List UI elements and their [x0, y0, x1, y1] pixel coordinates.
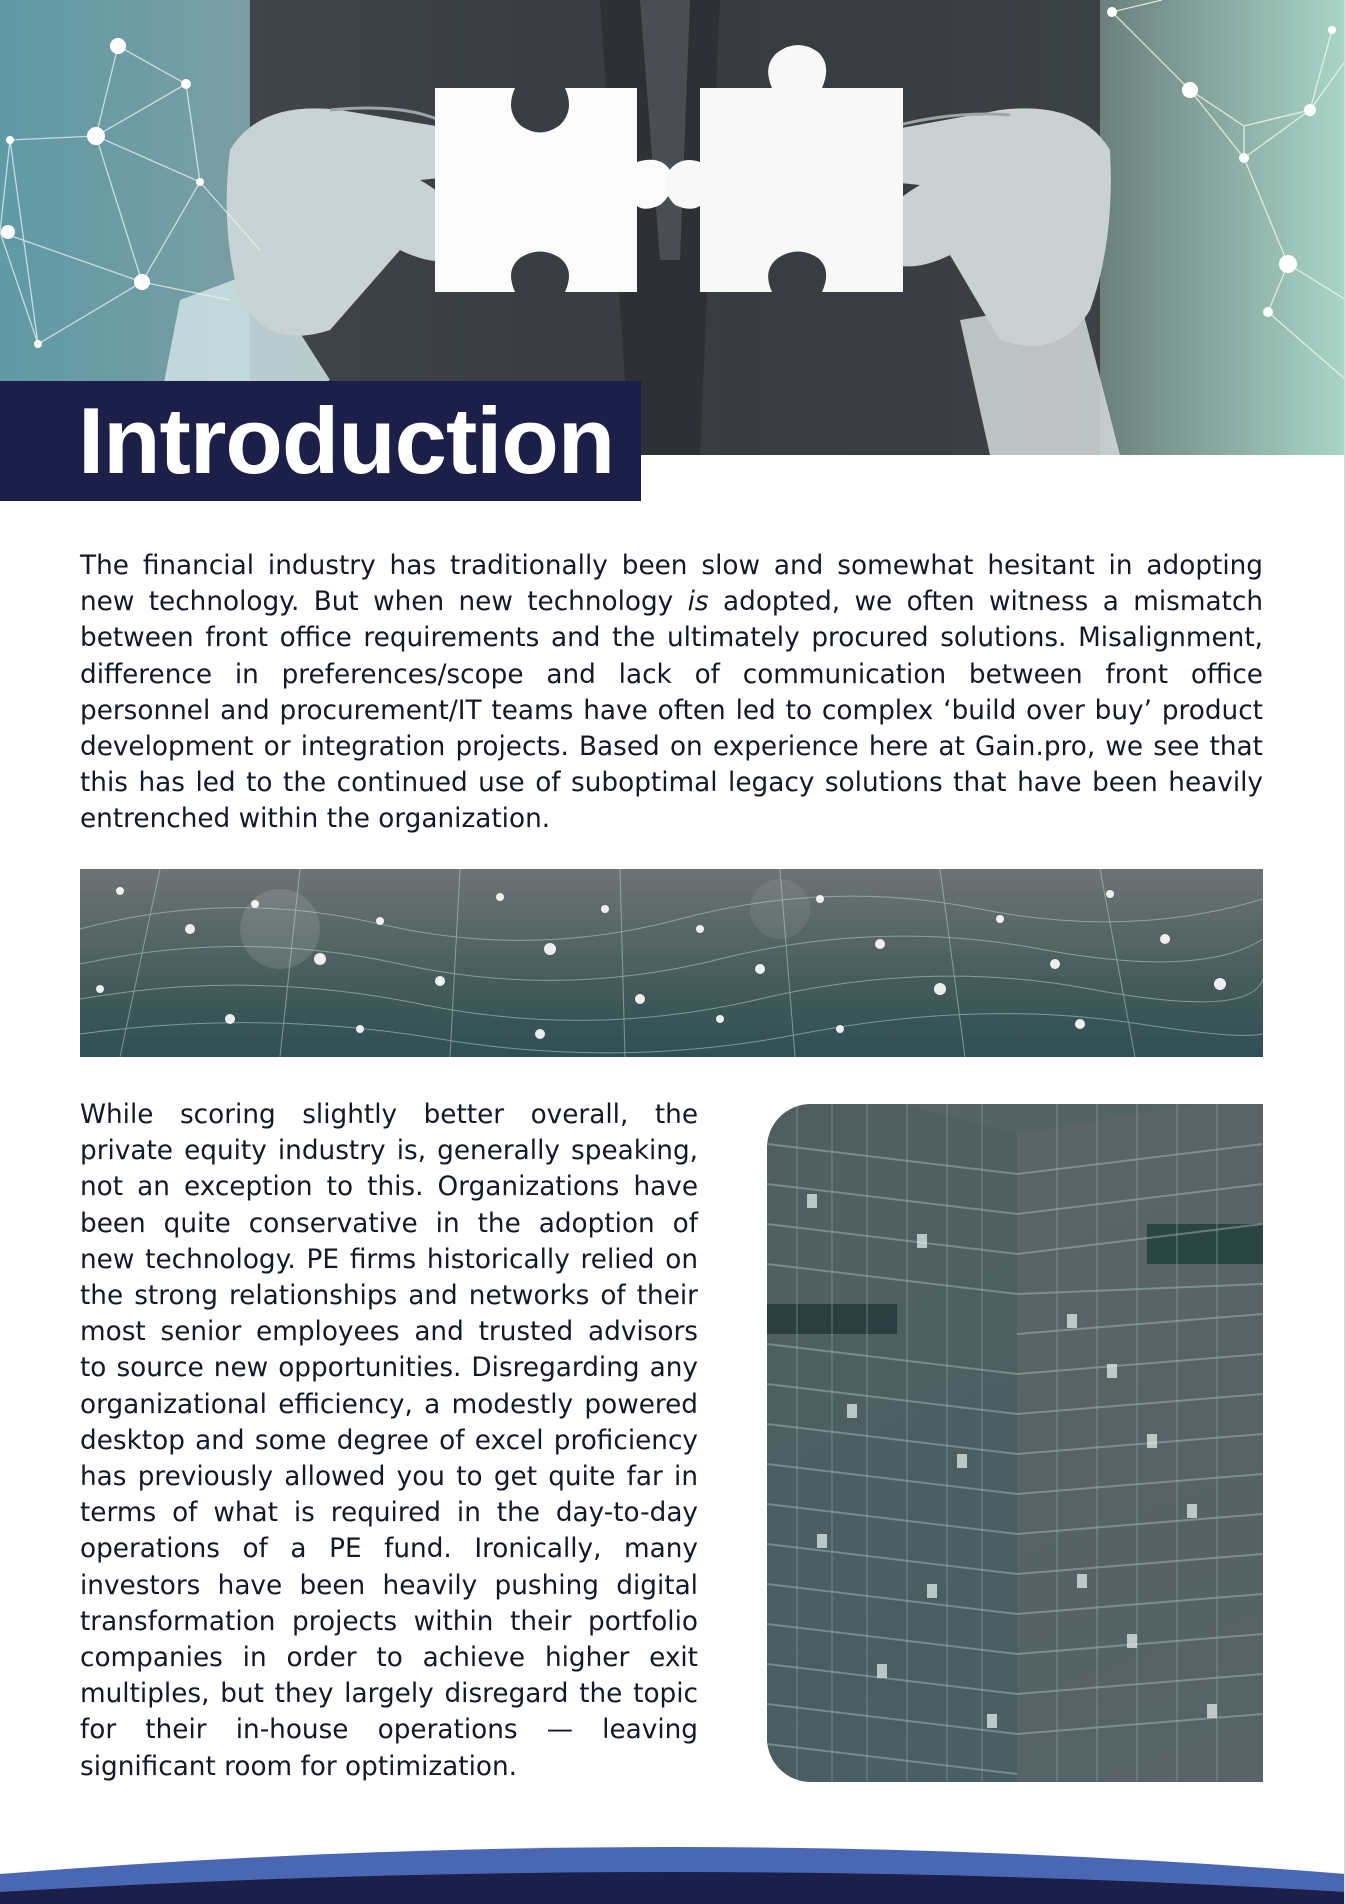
intro-emphasis: is: [687, 587, 709, 618]
footer-wave: [0, 1830, 1346, 1904]
page-title: Introduction: [78, 388, 615, 493]
skyscraper-illustration: [767, 1104, 1263, 1782]
intro-text-start: The financial industry has traditionally been slow and somewhat hesitant in adopting new technology. But when new technology: [80, 551, 1263, 618]
intro-paragraph: [80, 548, 1263, 838]
network-banner-image: [80, 869, 1263, 1057]
intro-text-end: adopted, we often witness a mismatch between front office requirements and the ultimately procured solutions. Misalignment, difference in preferences/scope and lack of communication between front office personnel and procurement/IT teams have often led to complex ‘build over buy’ product development or integration projects. Based on experience here at Gain.pro, we see that this has led to the continued use of suboptimal legacy solutions that have been heavily entrenched within the organization.: [80, 587, 1263, 835]
building-image: [767, 1104, 1263, 1782]
body-paragraph: While scoring slightly better overall, the private equity industry is, generally speaking, not an exception to this. Organizations have been quite conservative in the adoption of new technology. PE firms historically relied on the strong relationships and networks of their most senior employees and trusted advisors to source new opportunities. Disregarding any organizational efficiency, a modestly powered desktop and some degree of excel proficiency has previously allowed you to get quite far in terms of what is required in the day-to-day operations of a PE fund. Ironically, many investors have been heavily pushing digital transformation projects within their portfolio companies in order to achieve higher exit multiples, but they largely disregard the topic for their in-house operations — leaving significant room for optimization.: [80, 1100, 698, 1782]
digital-network-illustration: [80, 869, 1263, 1057]
